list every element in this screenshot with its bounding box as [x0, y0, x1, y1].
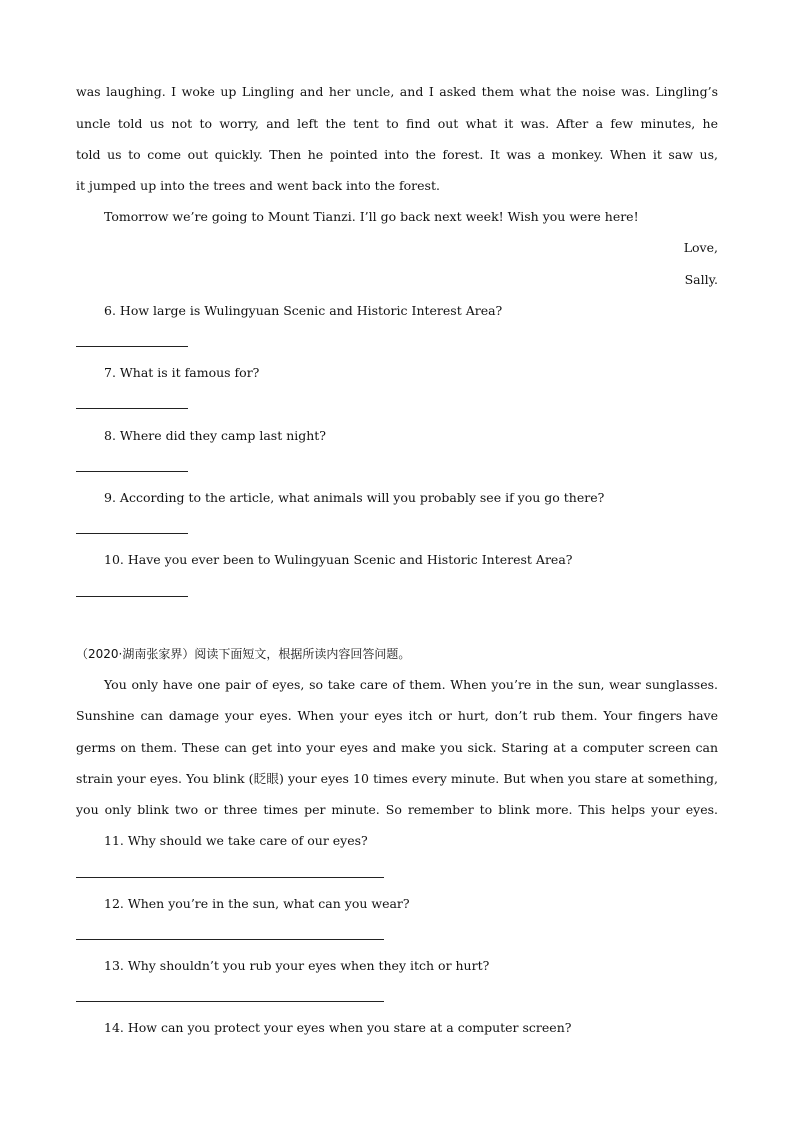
passage-line: germs on them. These can get into your eyes and make you sick. Staring at a computer screen can: [76, 740, 718, 755]
passage-line: Sunshine can damage your eyes. When your eyes itch or hurt, don’t rub them. Your fingers have: [76, 708, 718, 723]
answer-line[interactable]: [76, 471, 188, 472]
question-text: Why should we take care of our eyes?: [127, 833, 368, 848]
question-item: [104, 552, 718, 568]
question-item: [104, 365, 718, 381]
letter-closing-paragraph: Tomorrow we’re going to Mount Tianzi. I’ll go back next week! Wish you were here!: [104, 209, 639, 224]
question-text: When you’re in the sun, what can you wear?: [127, 896, 410, 911]
passage-line: you only blink two or three times per minute. So remember to blink more. This helps your eyes.: [76, 802, 718, 817]
question-text: How large is Wulingyuan Scenic and Historic Interest Area?: [119, 303, 503, 318]
question-number: 6.: [104, 303, 116, 318]
letter-signature: Sally.: [684, 272, 718, 287]
question-number: 13.: [104, 958, 124, 973]
question-text: What is it famous for?: [119, 365, 260, 380]
question-item: [104, 490, 718, 506]
answer-line[interactable]: [76, 939, 384, 940]
letter-line: uncle told us not to worry, and left the tent to find out what it was. After a few minutes, he: [76, 116, 718, 131]
question-item: [104, 428, 718, 444]
question-number: 11.: [104, 833, 124, 848]
question-number: 7.: [104, 365, 116, 380]
answer-line[interactable]: [76, 877, 384, 878]
question-number: 8.: [104, 428, 116, 443]
question-item: [104, 303, 718, 319]
question-number: 10.: [104, 552, 124, 567]
question-text: Why shouldn’t you rub your eyes when they itch or hurt?: [127, 958, 490, 973]
answer-line[interactable]: [76, 1001, 384, 1002]
question-number: 14.: [104, 1020, 124, 1035]
letter-line: was laughing. I woke up Lingling and her uncle, and I asked them what the noise was. Lingling’s: [76, 84, 718, 99]
letter-sign-off: Love,: [683, 240, 718, 255]
question-text: Have you ever been to Wulingyuan Scenic and Historic Interest Area?: [127, 552, 573, 567]
answer-line[interactable]: [76, 596, 188, 597]
letter-line: told us to come out quickly. Then he pointed into the forest. It was a monkey. When it saw us,: [76, 147, 718, 162]
passage-line: strain your eyes. You blink (眨眼) your eyes 10 times every minute. But when you stare at something,: [76, 771, 718, 786]
answer-line[interactable]: [76, 408, 188, 409]
question-number: 12.: [104, 896, 124, 911]
question-item: [104, 833, 718, 849]
question-item: [104, 1020, 718, 1036]
section-source-heading: （2020·湖南张家界）阅读下面短文，根据所读内容回答问题。: [76, 647, 411, 661]
question-text: How can you protect your eyes when you stare at a computer screen?: [127, 1020, 572, 1035]
letter-line: it jumped up into the trees and went back into the forest.: [76, 178, 440, 193]
question-text: Where did they camp last night?: [119, 428, 327, 443]
question-number: 9.: [104, 490, 116, 505]
passage-line: You only have one pair of eyes, so take care of them. When you’re in the sun, wear sunglasses.: [104, 677, 718, 692]
answer-line[interactable]: [76, 346, 188, 347]
question-item: [104, 896, 718, 912]
question-item: [104, 958, 718, 974]
answer-line[interactable]: [76, 533, 188, 534]
question-text: According to the article, what animals will you probably see if you go there?: [119, 490, 605, 505]
